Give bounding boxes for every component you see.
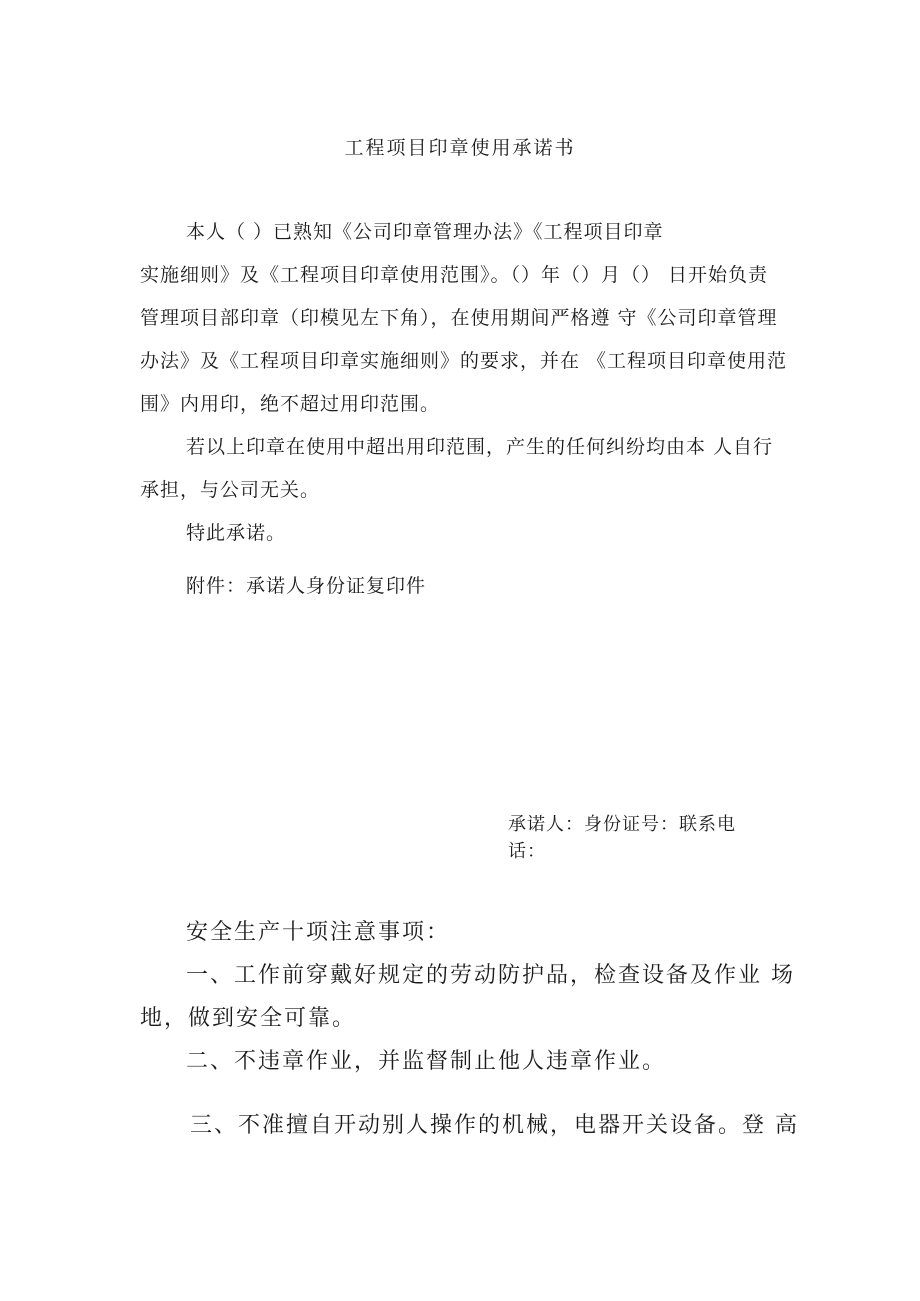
paragraph-line: 管理项目部印章（印模见左下角），在使用期间严格遵 守《公司印章管理 [140,307,778,329]
notice-line: 一、工作前穿戴好规定的劳动防护品，检查设备及作业 场 [186,963,795,988]
paragraph-line: 承担，与公司无关。 [140,479,321,501]
signature-line: 话： [508,841,546,862]
paragraph-line: 本人（ ）已熟知《公司印章管理办法》《工程项目印章 [186,221,664,243]
notice-heading: 安全生产十项注意事项： [186,920,451,945]
paragraph-line: 若以上印章在使用中超出用印范围，产生的任何纠纷均由本 人自行 [186,436,774,458]
notice-line: 三、不准擅自开动别人操作的机械，电器开关设备。登 高 [190,1113,799,1138]
signature-line: 承诺人：身份证号：联系电 [508,814,736,835]
attachment-line: 附件：承诺人身份证复印件 [186,575,427,597]
paragraph-line: 办法》及《工程项目印章实施细则》的要求，并在 《工程项目印章使用范 [140,350,788,372]
notice-line: 二、不违章作业，并监督制止他人违章作业。 [186,1049,667,1074]
document-title: 工程项目印章使用承诺书 [344,137,576,159]
paragraph-line: 实施细则》及《工程项目印章使用范围》。（）年（）月（） 日开始负责 [140,264,769,286]
paragraph-line: 围》内用印，绝不超过用印范围。 [140,393,441,415]
notice-line: 地，做到安全可靠。 [140,1006,357,1031]
closing-line: 特此承诺。 [186,522,287,544]
